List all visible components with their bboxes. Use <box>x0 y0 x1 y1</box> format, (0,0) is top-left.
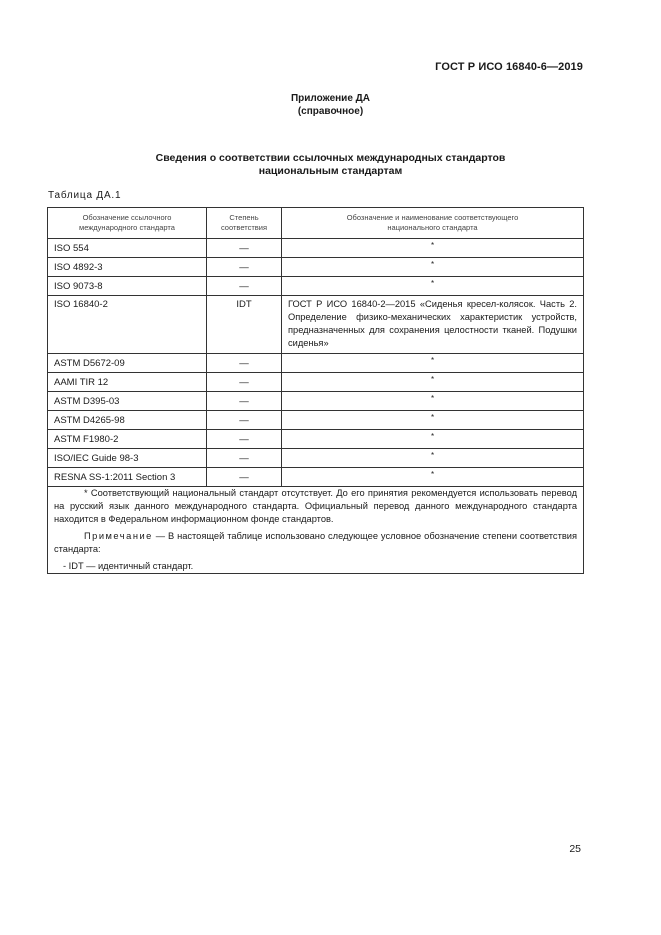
reference-cell: RESNA SS-1:2011 Section 3 <box>48 468 207 487</box>
asterisk-mark: * <box>430 259 435 269</box>
table-row <box>48 296 584 354</box>
asterisk-mark: * <box>430 355 435 365</box>
asterisk-mark: * <box>430 240 435 250</box>
table-caption: Таблица ДА.1 <box>48 190 122 201</box>
header-degree <box>207 208 282 239</box>
reference-cell: ASTM D395-03 <box>48 392 207 411</box>
table-row <box>48 239 584 258</box>
national-cell <box>282 239 584 258</box>
table-notes-row <box>48 487 584 574</box>
degree-cell: — <box>207 430 282 449</box>
asterisk-mark: * <box>430 393 435 403</box>
degree-cell: — <box>207 373 282 392</box>
asterisk-mark: * <box>430 431 435 441</box>
table-row <box>48 468 584 487</box>
header-reference-standard <box>48 208 207 239</box>
table-note <box>54 530 577 556</box>
national-cell <box>282 392 584 411</box>
national-cell <box>282 449 584 468</box>
reference-cell: ASTM D5672-09 <box>48 354 207 373</box>
reference-cell: ISO/IEC Guide 98-3 <box>48 449 207 468</box>
degree-cell: — <box>207 392 282 411</box>
national-cell: ГОСТ Р ИСО 16840-2—2015 «Сиденья кресел-колясок. Часть 2. Определение физико-механических характеристик устройств, предназначенных для сохранения целостности тканей. Подушки сиденья» <box>282 296 584 354</box>
page-number: 25 <box>569 843 581 855</box>
correspondence-table <box>47 207 584 574</box>
appendix-subtitle: (справочное) <box>297 106 364 117</box>
national-cell <box>282 258 584 277</box>
national-cell <box>282 354 584 373</box>
asterisk-mark: * <box>430 469 435 479</box>
reference-cell: ISO 9073-8 <box>48 277 207 296</box>
national-cell <box>282 373 584 392</box>
national-cell <box>282 468 584 487</box>
header-col1-line2: международного стандарта <box>79 223 175 232</box>
note-label: Примечание <box>84 531 153 541</box>
table-header-row <box>48 208 584 239</box>
reference-cell: ISO 16840-2 <box>48 296 207 354</box>
note-list-item: - IDT — идентичный стандарт. <box>63 561 194 571</box>
document-id-header: ГОСТ Р ИСО 16840-6—2019 <box>435 61 583 73</box>
asterisk-mark: * <box>430 412 435 422</box>
degree-cell: — <box>207 449 282 468</box>
section-title-line2: национальным стандартам <box>258 165 403 177</box>
degree-cell: — <box>207 239 282 258</box>
degree-cell: — <box>207 258 282 277</box>
table-row <box>48 258 584 277</box>
note-text: — В настоящей таблице использовано следующее условное обозначение степени соответствия стандарта: <box>54 531 577 554</box>
national-cell <box>282 430 584 449</box>
table-footnote: * Соответствующий национальный стандарт отсутствует. До его принятия рекомендуется использовать перевод на русский язык данного международного стандарта. Официальный перевод данного международного стандарта находится в Федеральном информационном фонде стандартов. <box>54 488 577 524</box>
table-row <box>48 354 584 373</box>
table-notes-cell <box>48 487 584 574</box>
header-col2-line1: Степень <box>229 213 259 222</box>
header-col1-line1: Обозначение ссылочного <box>82 213 172 222</box>
national-cell <box>282 277 584 296</box>
section-title <box>0 152 661 178</box>
header-col3-line2: национального стандарта <box>387 223 478 232</box>
table-row <box>48 373 584 392</box>
table-row <box>48 449 584 468</box>
degree-cell: — <box>207 277 282 296</box>
table-row <box>48 392 584 411</box>
table-row <box>48 430 584 449</box>
reference-cell: AAMI TIR 12 <box>48 373 207 392</box>
header-col3-line1: Обозначение и наименование соответствующего <box>346 213 519 222</box>
header-national-standard <box>282 208 584 239</box>
header-col2-line2: соответствия <box>220 223 268 232</box>
table-row <box>48 411 584 430</box>
appendix-heading <box>0 92 661 118</box>
national-cell <box>282 411 584 430</box>
degree-cell: — <box>207 468 282 487</box>
reference-cell: ASTM D4265-98 <box>48 411 207 430</box>
reference-cell: ISO 4892-3 <box>48 258 207 277</box>
section-title-line1: Сведения о соответствии ссылочных международных стандартов <box>155 152 506 164</box>
degree-cell: IDT <box>207 296 282 354</box>
reference-cell: ISO 554 <box>48 239 207 258</box>
degree-cell: — <box>207 411 282 430</box>
appendix-title: Приложение ДА <box>290 93 371 104</box>
reference-cell: ASTM F1980-2 <box>48 430 207 449</box>
asterisk-mark: * <box>430 374 435 384</box>
degree-cell: — <box>207 354 282 373</box>
asterisk-mark: * <box>430 450 435 460</box>
table-row <box>48 277 584 296</box>
asterisk-mark: * <box>430 278 435 288</box>
